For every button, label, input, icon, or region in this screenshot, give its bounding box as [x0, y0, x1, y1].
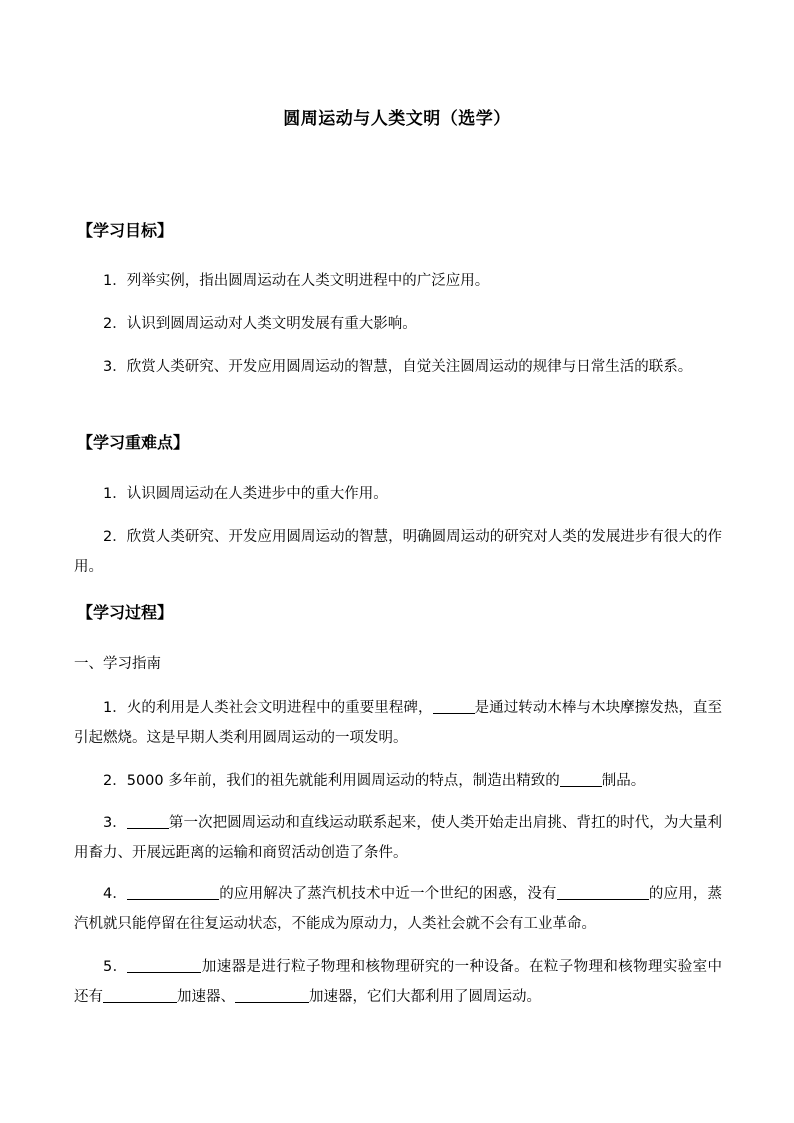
question-1: 1．火的利用是人类社会文明进程中的重要里程碑， 是通过转动木棒与木块摩擦发热，直至引起燃烧。这是早期人类利用圆周运动的一项发明。: [74, 693, 722, 753]
goal-item: 3．欣赏人类研究、开发应用圆周运动的智慧，自觉关注圆周运动的规律与日常生活的联系。: [103, 359, 693, 375]
section-heading-key-points: 【学习重难点】: [77, 433, 190, 452]
answer-blank: [560, 770, 602, 787]
question-2: 2．5000 多年前，我们的祖先就能利用圆周运动的特点，制造出精致的 制品。: [74, 766, 722, 796]
answer-blank: [557, 883, 649, 900]
document-title: 圆周运动与人类文明（选学）: [283, 109, 511, 129]
key-point-item: 1．认识圆周运动在人类进步中的重大作用。: [103, 486, 388, 502]
answer-blank: [235, 986, 309, 1003]
answer-blank: [433, 697, 475, 714]
question-4: 4． 的应用解决了蒸汽机技术中近一个世纪的困惑，没有 的应用，蒸汽机就只能停留在往复运动状态，不能成为原动力，人类社会就不会有工业革命。: [74, 879, 722, 939]
question-5: 5． 加速器是进行粒子物理和核物理研究的一种设备。在粒子物理和核物理实验室中还有 加速器、 加速器，它们大都利用了圆周运动。: [74, 952, 722, 1012]
key-point-item: 2．欣赏人类研究、开发应用圆周运动的智慧，明确圆周运动的研究对人类的发展进步有很大的作用。: [74, 529, 722, 575]
subheading-guide: 一、学习指南: [74, 656, 161, 672]
goal-item: 1．列举实例，指出圆周运动在人类文明进程中的广泛应用。: [103, 273, 490, 289]
section-heading-goals: 【学习目标】: [77, 221, 174, 240]
answer-blank: [127, 883, 219, 900]
answer-blank: [103, 986, 177, 1003]
answer-blank: [127, 956, 201, 973]
section-heading-process: 【学习过程】: [77, 603, 174, 622]
question-3: 3． 第一次把圆周运动和直线运动联系起来，使人类开始走出肩挑、背扛的时代，为大量利用畜力、开展远距离的运输和商贸活动创造了条件。: [74, 808, 722, 868]
answer-blank: [127, 812, 169, 829]
goal-item: 2．认识到圆周运动对人类文明发展有重大影响。: [103, 316, 417, 332]
